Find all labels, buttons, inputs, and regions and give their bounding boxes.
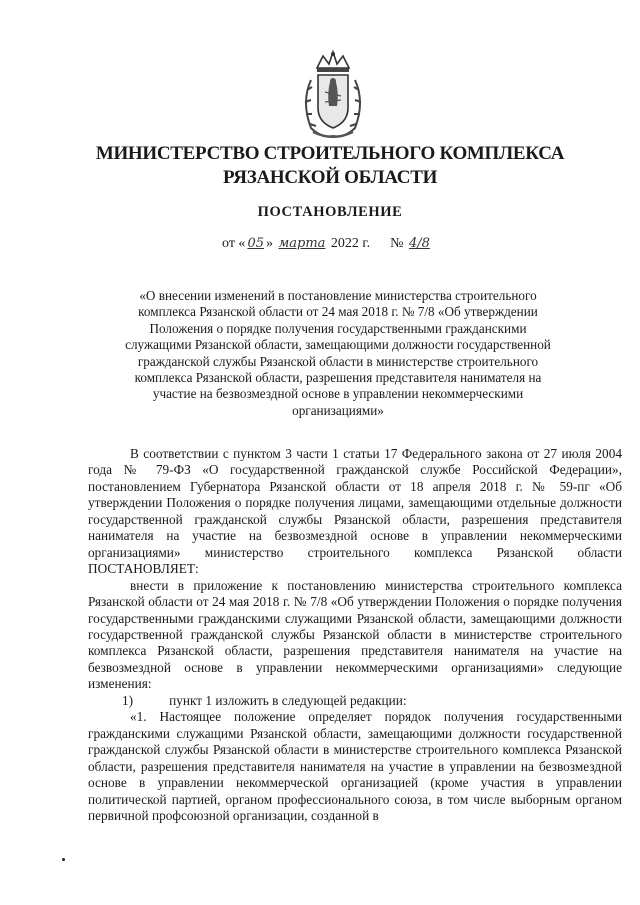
document-number: 4/8 (408, 236, 430, 251)
document-body (88, 446, 622, 824)
list-item-1-number: 1) (122, 692, 134, 708)
number-label: № (390, 236, 404, 251)
date-prefix: от « (222, 236, 246, 251)
paragraph-clause-1: «1. Настоящее положение определяет порядок получения государственными гражданскими служащими Рязанской области, замещающими должности государственной гражданской службы Рязанской области в министерстве строительного комплекса Рязанской области, разрешения представителя нанимателя на участие в управлении на безвозмездной основе в управлении некоммерческой организацией (кроме участия в управлении политической партией, органом профессионального союза, в том числе выборным органом первичной профсоюзной организации, созданной в (88, 709, 622, 823)
ministry-name (60, 142, 600, 190)
coat-of-arms-emblem (297, 50, 369, 142)
date-month: марта (278, 236, 326, 251)
paragraph-preamble: В соответствии с пунктом 3 части 1 статьи 17 Федерального закона от 27 июля 2004 года № 79-ФЗ «О государственной гражданской службе Российской Федерации», постановлением Губернатора Рязанской области от 18 апреля 2018 г. № 59-пг «Об утверждении Положения о порядке получения лицами, замещающими отдельные должности государственной гражданской службы Рязанской области, разрешения представителя нанимателя на участие на безвозмездной основе в управлении некоммерческими организациями» министерство строительного комплекса Рязанской области ПОСТАНОВЛЯЕТ: (88, 446, 622, 577)
document-type: ПОСТАНОВЛЕНИЕ (257, 204, 403, 220)
list-item-1 (88, 693, 622, 709)
paragraph-resolution: внести в приложение к постановлению министерства строительного комплекса Рязанской области от 24 мая 2018 г. № 7/8 «Об утверждении Положения о порядке получения государственными гражданскими служащими Рязанской области, замещающими должности государственной гражданской службы Рязанской области в министерстве строительного комплекса Рязанской области, разрешения представителя нанимателя на участие на безвозмездной основе в управлении некоммерческими организациями» следующие изменения: (88, 577, 622, 692)
margin-mark (62, 858, 65, 861)
date-mid: » (265, 236, 277, 251)
date-year: 2022 г. (327, 236, 371, 251)
date-number-line (222, 236, 432, 252)
resolution-title: «О внесении изменений в постановление министерства строительного комплекса Рязанской области от 24 мая 2018 г. № 7/8 «Об утверждении Положения о порядке получения государственными гражданскими служащими Рязанской области, замещающими должности государственной гражданской службы Рязанской области в министерстве строительного комплекса Рязанской области, разрешения представителя нанимателя на участие на безвозмездной основе в управлении некоммерческими организациями» (125, 288, 551, 418)
date-day: 05 (247, 236, 264, 251)
list-item-1-text: пункт 1 изложить в следующей редакции: (169, 692, 407, 708)
ministry-name-line1: МИНИСТЕРСТВО СТРОИТЕЛЬНОГО КОМПЛЕКСА (95, 143, 565, 164)
ministry-name-line2: РЯЗАНСКОЙ ОБЛАСТИ (222, 167, 438, 188)
